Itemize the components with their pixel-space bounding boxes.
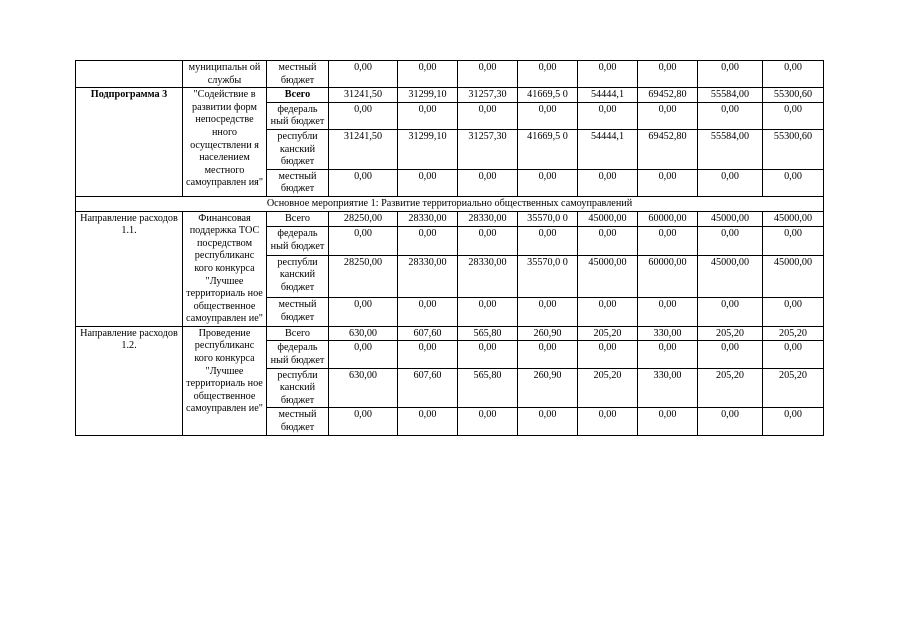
value-cell: 28330,00 <box>398 255 458 297</box>
funding-source-cell: республи канский бюджет <box>267 368 329 408</box>
funding-source-cell: федераль ный бюджет <box>267 102 329 129</box>
direction-name: Финансовая поддержка ТОС посредством республиканс кого конкурса "Лучшее территориаль ное общественное самоуправлен ие" <box>183 211 267 326</box>
value-cell: 31257,30 <box>458 129 518 169</box>
value-cell: 0,00 <box>329 227 398 256</box>
value-cell: 0,00 <box>398 169 458 196</box>
value-cell: 0,00 <box>763 169 824 196</box>
value-cell: 330,00 <box>638 326 698 341</box>
value-cell: 0,00 <box>763 298 824 327</box>
measure-title: Основное мероприятие 1: Развитие территориально общественных самоуправлений <box>76 196 824 211</box>
value-cell: 330,00 <box>638 368 698 408</box>
value-cell: 54444,1 <box>578 88 638 103</box>
value-cell: 45000,00 <box>698 255 763 297</box>
value-cell: 0,00 <box>698 102 763 129</box>
value-cell: 630,00 <box>329 326 398 341</box>
value-cell: 0,00 <box>638 169 698 196</box>
value-cell: 0,00 <box>329 61 398 88</box>
value-cell: 55584,00 <box>698 129 763 169</box>
value-cell: 0,00 <box>518 298 578 327</box>
value-cell: 0,00 <box>458 61 518 88</box>
value-cell: 0,00 <box>518 61 578 88</box>
value-cell: 31241,50 <box>329 88 398 103</box>
funding-source-cell: Всего <box>267 88 329 103</box>
value-cell: 28250,00 <box>329 255 398 297</box>
value-cell: 28330,00 <box>458 211 518 226</box>
value-cell: 45000,00 <box>578 211 638 226</box>
value-cell: 0,00 <box>458 169 518 196</box>
funding-source-cell: местный бюджет <box>267 169 329 196</box>
value-cell: 0,00 <box>763 61 824 88</box>
value-cell: 0,00 <box>398 408 458 435</box>
value-cell: 205,20 <box>578 368 638 408</box>
value-cell: 0,00 <box>398 341 458 368</box>
value-cell: 565,80 <box>458 326 518 341</box>
funding-source-cell: местный бюджет <box>267 61 329 88</box>
value-cell: 0,00 <box>698 408 763 435</box>
value-cell: 0,00 <box>398 227 458 256</box>
table-row <box>76 61 824 88</box>
value-cell: 0,00 <box>638 298 698 327</box>
funding-source-cell: республи канский бюджет <box>267 129 329 169</box>
value-cell: 0,00 <box>763 102 824 129</box>
value-cell: 0,00 <box>698 169 763 196</box>
value-cell: 607,60 <box>398 326 458 341</box>
value-cell: 0,00 <box>458 298 518 327</box>
value-cell: 0,00 <box>458 227 518 256</box>
funding-source-cell: Всего <box>267 211 329 226</box>
value-cell: 0,00 <box>638 408 698 435</box>
table-row <box>76 196 824 211</box>
value-cell: 0,00 <box>763 227 824 256</box>
value-cell: 60000,00 <box>638 255 698 297</box>
value-cell: 69452,80 <box>638 88 698 103</box>
value-cell: 0,00 <box>698 227 763 256</box>
funding-source-cell: республи канский бюджет <box>267 255 329 297</box>
value-cell: 630,00 <box>329 368 398 408</box>
value-cell: 45000,00 <box>578 255 638 297</box>
value-cell: 0,00 <box>578 298 638 327</box>
value-cell: 31299,10 <box>398 88 458 103</box>
value-cell: 0,00 <box>398 102 458 129</box>
table-row <box>76 326 824 341</box>
table-row <box>76 211 824 226</box>
value-cell: 0,00 <box>578 102 638 129</box>
value-cell: 205,20 <box>698 368 763 408</box>
value-cell: 0,00 <box>763 341 824 368</box>
value-cell: 0,00 <box>329 341 398 368</box>
value-cell: 0,00 <box>578 61 638 88</box>
funding-source-cell: федераль ный бюджет <box>267 227 329 256</box>
value-cell: 0,00 <box>698 61 763 88</box>
value-cell: 0,00 <box>329 298 398 327</box>
value-cell: 0,00 <box>329 169 398 196</box>
value-cell: 45000,00 <box>698 211 763 226</box>
value-cell: 55584,00 <box>698 88 763 103</box>
value-cell: 0,00 <box>578 408 638 435</box>
value-cell: 28330,00 <box>458 255 518 297</box>
value-cell: 0,00 <box>458 341 518 368</box>
value-cell: 55300,60 <box>763 129 824 169</box>
value-cell: 45000,00 <box>763 211 824 226</box>
value-cell: 0,00 <box>698 341 763 368</box>
direction-label: Направление расходов 1.2. <box>76 326 183 435</box>
value-cell: 0,00 <box>638 341 698 368</box>
value-cell: 31299,10 <box>398 129 458 169</box>
subprogram-name: "Содействие в развитии форм непосредстве нного осуществлени я населением местного самоуправлен ия" <box>183 88 267 197</box>
value-cell: 60000,00 <box>638 211 698 226</box>
value-cell: 205,20 <box>698 326 763 341</box>
value-cell: 0,00 <box>638 102 698 129</box>
value-cell: 0,00 <box>518 341 578 368</box>
direction-name: Проведение республиканс кого конкурса "Лучшее территориаль ное общественное самоуправлен ие" <box>183 326 267 435</box>
value-cell: 0,00 <box>638 227 698 256</box>
value-cell: 0,00 <box>329 408 398 435</box>
value-cell: 205,20 <box>763 368 824 408</box>
value-cell: 0,00 <box>329 102 398 129</box>
table-row <box>76 88 824 103</box>
funding-source-cell: федераль ный бюджет <box>267 341 329 368</box>
budget-table <box>75 60 824 436</box>
value-cell: 69452,80 <box>638 129 698 169</box>
value-cell: 0,00 <box>698 298 763 327</box>
value-cell: 31241,50 <box>329 129 398 169</box>
value-cell: 0,00 <box>458 408 518 435</box>
value-cell: 54444,1 <box>578 129 638 169</box>
value-cell: 0,00 <box>398 61 458 88</box>
value-cell: 55300,60 <box>763 88 824 103</box>
subprogram-label: Подпрограмма 3 <box>76 88 183 197</box>
value-cell: 0,00 <box>578 169 638 196</box>
value-cell: 565,80 <box>458 368 518 408</box>
value-cell: 0,00 <box>578 341 638 368</box>
value-cell: 41669,5 0 <box>518 129 578 169</box>
value-cell: 31257,30 <box>458 88 518 103</box>
value-cell: 28250,00 <box>329 211 398 226</box>
value-cell: 260,90 <box>518 368 578 408</box>
value-cell: 0,00 <box>518 169 578 196</box>
value-cell: 0,00 <box>638 61 698 88</box>
value-cell: 35570,0 0 <box>518 255 578 297</box>
value-cell: 28330,00 <box>398 211 458 226</box>
value-cell: 205,20 <box>578 326 638 341</box>
funding-source-cell: местный бюджет <box>267 298 329 327</box>
value-cell: 35570,0 0 <box>518 211 578 226</box>
value-cell: 0,00 <box>458 102 518 129</box>
funding-source-cell: Всего <box>267 326 329 341</box>
value-cell: 0,00 <box>518 227 578 256</box>
value-cell: 0,00 <box>518 102 578 129</box>
value-cell: 260,90 <box>518 326 578 341</box>
value-cell: 0,00 <box>763 408 824 435</box>
funding-source-cell: местный бюджет <box>267 408 329 435</box>
value-cell: 0,00 <box>398 298 458 327</box>
value-cell: 205,20 <box>763 326 824 341</box>
value-cell: 0,00 <box>518 408 578 435</box>
direction-label: Направление расходов 1.1. <box>76 211 183 326</box>
value-cell: 607,60 <box>398 368 458 408</box>
value-cell: 41669,5 0 <box>518 88 578 103</box>
program-name-cell: муниципальн ой службы <box>183 61 267 88</box>
value-cell: 0,00 <box>578 227 638 256</box>
value-cell: 45000,00 <box>763 255 824 297</box>
program-label-cell <box>76 61 183 88</box>
